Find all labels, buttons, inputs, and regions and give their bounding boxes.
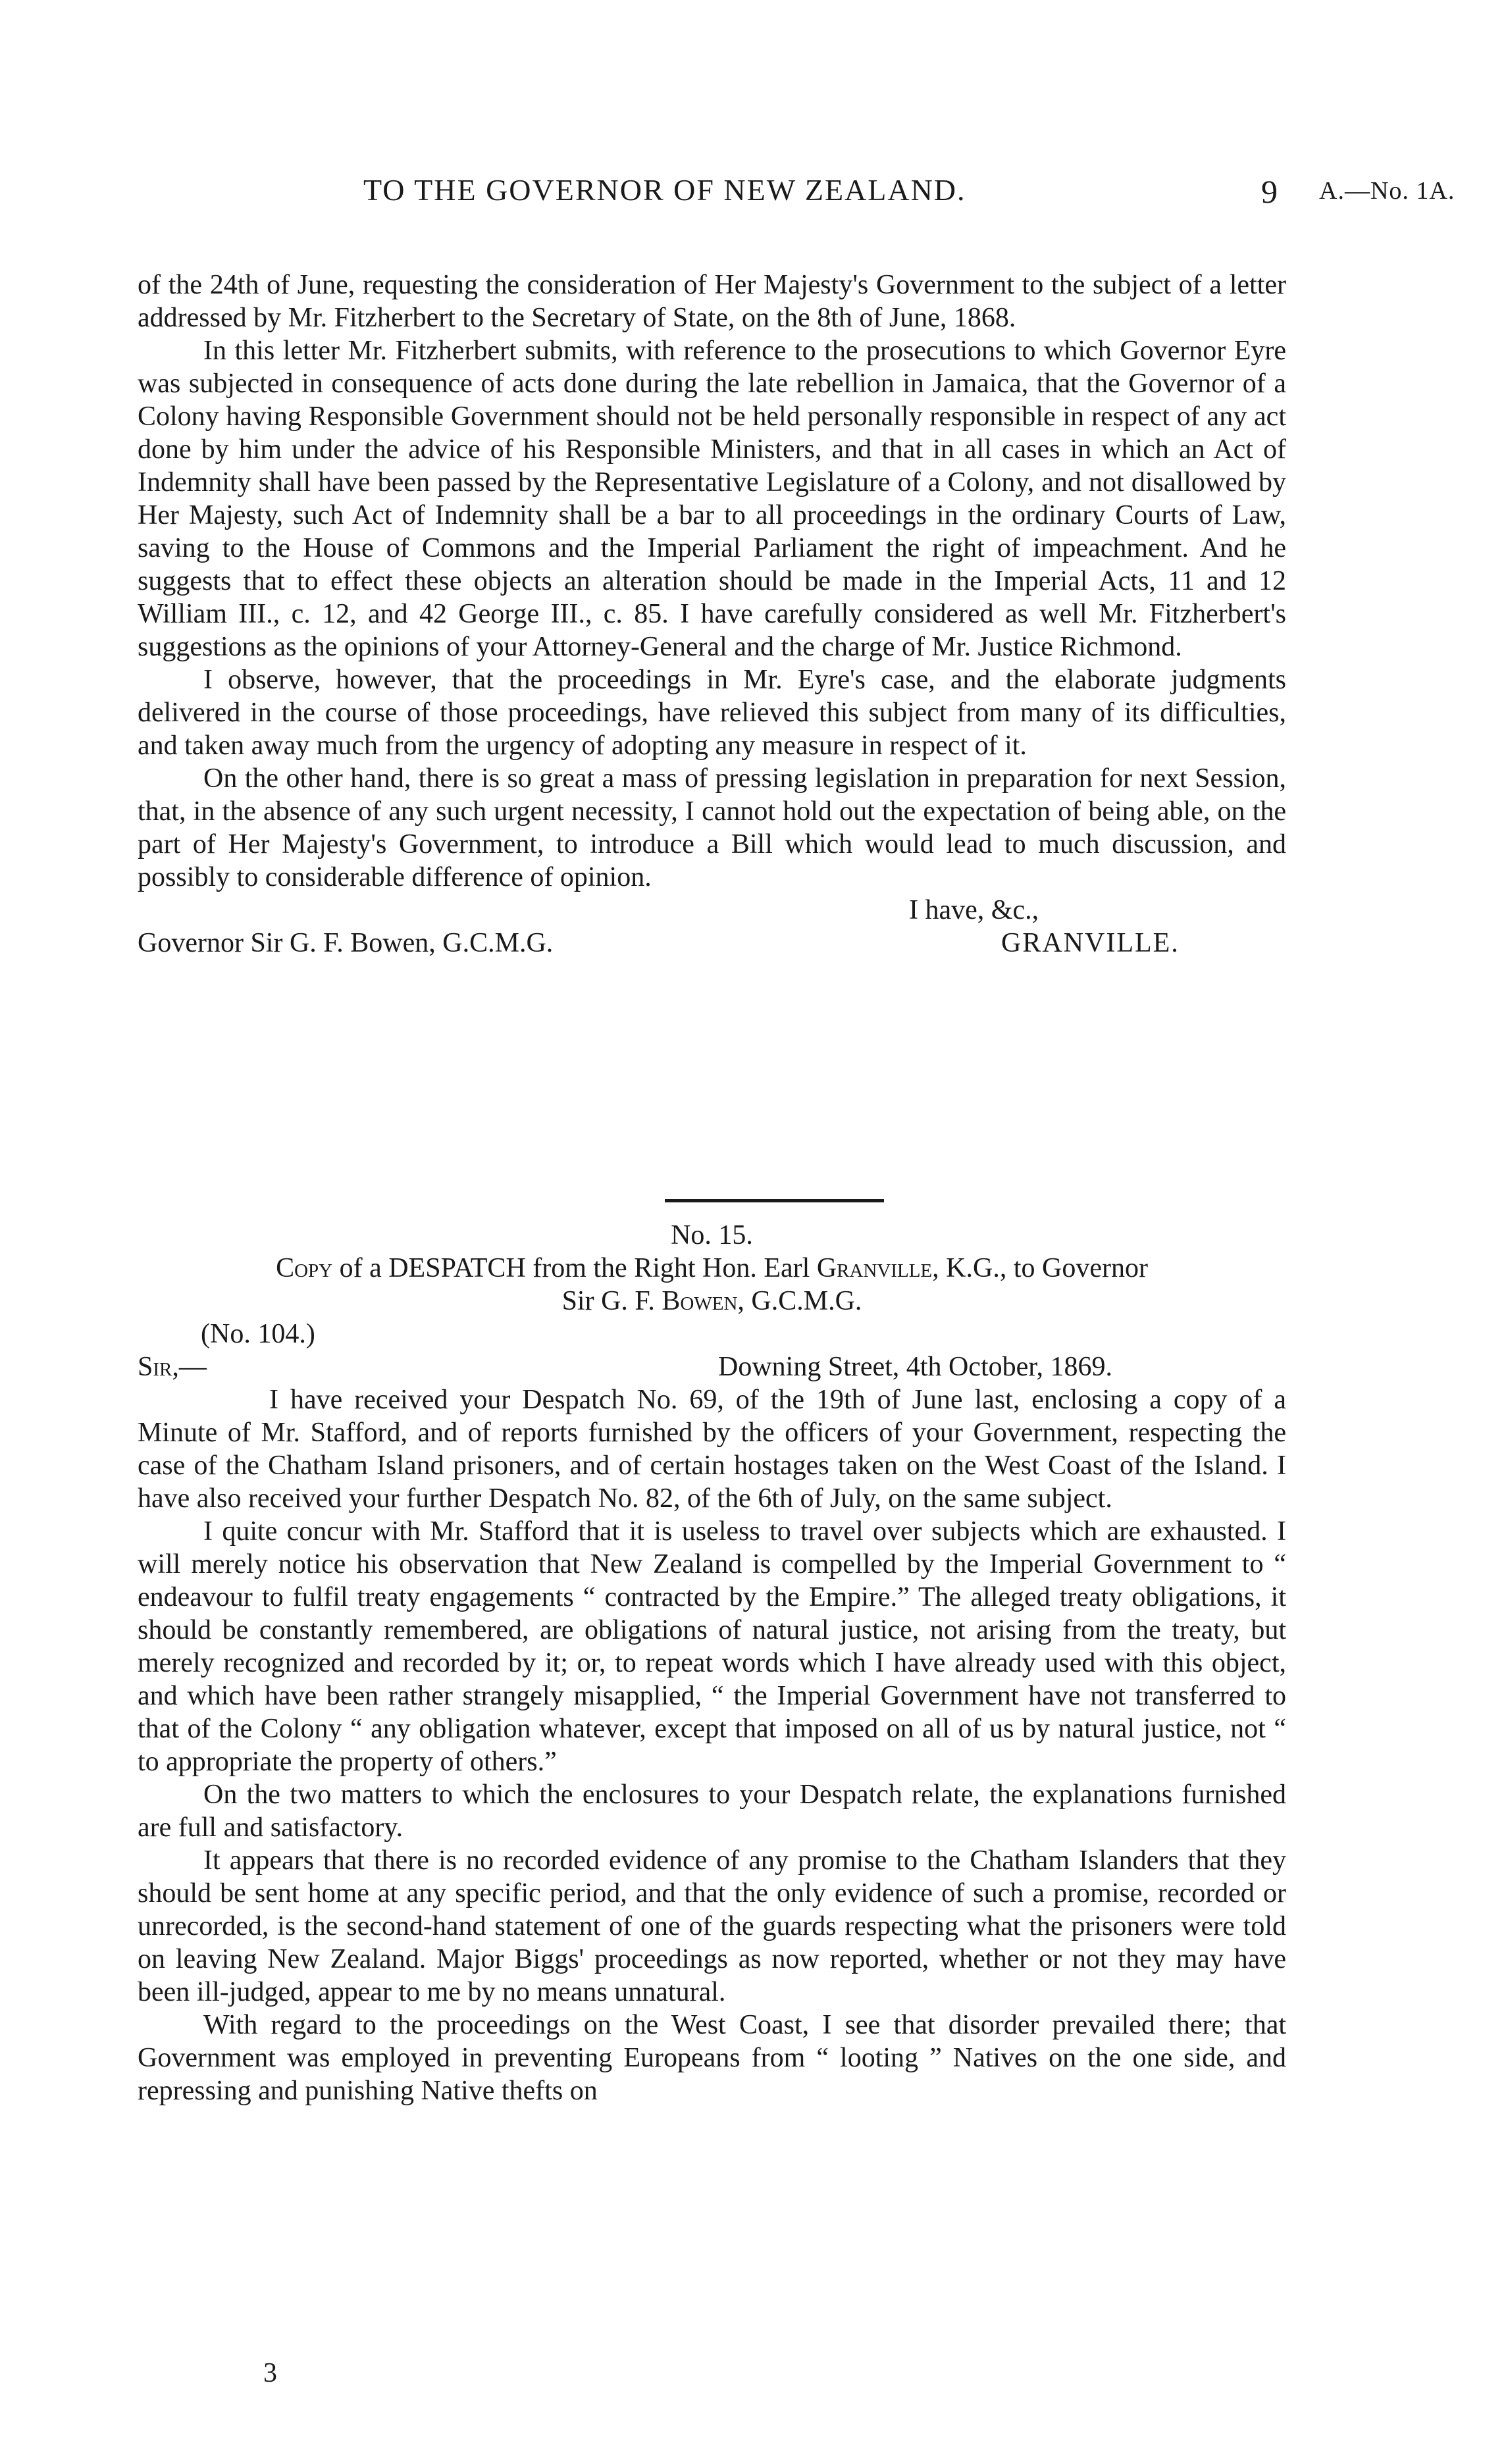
title-name-granville: Granville xyxy=(816,1253,933,1283)
paragraph: It appears that there is no recorded evidence of any promise to the Chatham Islanders that they should be sent home at any specific period, and that the only evidence of such a promise, recorded or unrecorded, is the second-hand statement of one of the guards respecting what the prisoners were told on leaving New Zealand. Major Biggs' proceedings as now reported, whether or not they may have been ill-judged, appear to me by no means unnatural. xyxy=(138,1845,1286,2007)
title-part: Sir G. F. xyxy=(561,1286,655,1316)
closing-row xyxy=(138,894,1286,927)
despatch-section xyxy=(138,1219,1286,2107)
title-part: , K.G., to Governor xyxy=(932,1253,1148,1283)
despatch-number: No. 15. xyxy=(671,1220,753,1250)
copy-word: Copy xyxy=(276,1253,333,1283)
paragraph: I observe, however, that the proceedings in Mr. Eyre's case, and the elaborate judgments delivered in the course of those proceedings, have relieved this subject from many of its difficulties, and taken away much from the urgency of adopting any measure in respect of it. xyxy=(138,665,1286,761)
page-number: 9 xyxy=(1261,173,1279,210)
paragraph: On the two matters to which the enclosures to your Despatch relate, the explanations furnished are full and satisfactory. xyxy=(138,1780,1286,1843)
salutation-row xyxy=(138,1350,1286,1383)
signatory: GRANVILLE. xyxy=(1001,928,1180,958)
title-name-bowen: Bowen xyxy=(662,1286,738,1316)
title-part: , G.C.M.G. xyxy=(737,1286,862,1316)
running-header xyxy=(0,172,1508,218)
despatch-ref-number: (No. 104.) xyxy=(201,1319,315,1349)
despatch-title-line-2 xyxy=(138,1285,1286,1318)
paragraph: of the 24th of June, requesting the consideration of Her Majesty's Government to the subject of a letter addressed by Mr. Fitzherbert to the Secretary of State, on the 8th of June, 1868. xyxy=(138,270,1286,333)
paragraph: In this letter Mr. Fitzherbert submits, with reference to the prosecutions to which Governor Eyre was subjected in consequence of acts done during the late rebellion in Jamaica, that the Governor of a Colony having Responsible Government should not be held personally responsible in respect of any act done by him under the advice of his Responsible Ministers, and that in all cases in which an Act of Indemnity shall have been passed by the Representative Legislature of a Colony, and not disallowed by Her Majesty, such Act of Indemnity shall be a bar to all proceedings in the ordinary Courts of Law, saving to the House of Commons and the Imperial Parliament the right of impeachment. And he suggests that to effect these objects an alteration should be made in the Imperial Acts, 11 and 12 William III., c. 12, and 42 George III., c. 85. I have carefully considered as well Mr. Fitzherbert's suggestions as the opinions of your Attorney-General and the charge of Mr. Justice Richmond. xyxy=(138,336,1286,662)
closing: I have, &c., xyxy=(909,895,1039,925)
signature-row xyxy=(138,927,1286,960)
paragraph: With regard to the proceedings on the West Coast, I see that disorder prevailed there; that Government was employed in preventing Europeans from “ looting ” Natives on the one side, and repressing and punishing Native thefts on xyxy=(138,2010,1286,2106)
section-divider xyxy=(665,1199,884,1202)
document-reference: A.—No. 1A. xyxy=(1319,177,1455,205)
header-title: TO THE GOVERNOR OF NEW ZEALAND. xyxy=(363,173,966,207)
paragraph: I have received your Despatch No. 69, of the 19th of June last, enclosing a copy of a Minute of Mr. Stafford, and of reports furnished by the officers of your Government, respecting the case of the Chatham Island prisoners, and of certain hostages taken on the West Coast of the Island. I have also received your further Despatch No. 82, of the 6th of July, on the same subject. xyxy=(138,1385,1286,1514)
place-date: Downing Street, 4th October, 1869. xyxy=(718,1352,1113,1382)
ref-row xyxy=(138,1318,1286,1350)
paragraph: I quite concur with Mr. Stafford that it is useless to travel over subjects which are exhausted. I will merely notice his observation that New Zealand is compelled by the Imperial Government to “ endeavour to fulfil treaty engagements “ contracted by the Empire.” The alleged treaty obligations, it should be constantly remembered, are obligations of natural justice, not arising from the treaty, but merely recognized and recorded by it; or, to repeat words which I have already used with this object, and which have been rather strangely misapplied, “ the Imperial Government have not transferred to that of the Colony “ any obligation whatever, except that imposed on all of us by natural justice, not “ to appropriate the property of others.” xyxy=(138,1516,1286,1777)
salutation: Sir,— xyxy=(138,1352,207,1382)
signature-mark: 3 xyxy=(263,2358,277,2388)
addressee: Governor Sir G. F. Bowen, G.C.M.G. xyxy=(138,928,554,958)
title-part: of a DESPATCH from the Right Hon. Earl xyxy=(339,1253,810,1283)
top-section xyxy=(138,269,1286,960)
paragraph: On the other hand, there is so great a mass of pressing legislation in preparation for next Session, that, in the absence of any such urgent necessity, I cannot hold out the expectation of being able, on the part of Her Majesty's Government, to introduce a Bill which would lead to much discussion, and possibly to considerable difference of opinion. xyxy=(138,763,1286,892)
despatch-title-line-1 xyxy=(138,1252,1286,1285)
